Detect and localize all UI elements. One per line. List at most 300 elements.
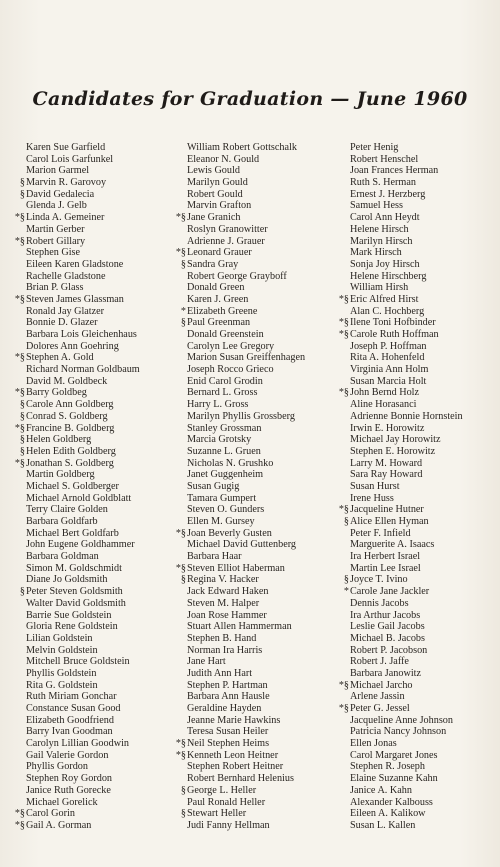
candidate-name-text: Barbara Goldfarb bbox=[26, 516, 98, 527]
names-column-2 bbox=[173, 142, 305, 832]
candidate-name bbox=[12, 317, 140, 329]
candidate-name-text: Mitchell Bruce Goldstein bbox=[26, 656, 130, 668]
candidate-name-text: Mark Hirsch bbox=[350, 247, 402, 259]
candidate-name-text: Joseph Rocco Grieco bbox=[187, 364, 274, 376]
honor-marker: *§ bbox=[175, 247, 186, 259]
candidate-name-text: Enid Carol Grodin bbox=[187, 375, 263, 387]
candidate-name-text: Eleanor N. Gould bbox=[187, 153, 260, 165]
candidate-name-text: Adrienne Bonnie Hornstein bbox=[350, 410, 463, 422]
candidate-name bbox=[12, 715, 140, 727]
names-column-3 bbox=[336, 142, 463, 832]
candidate-name bbox=[336, 785, 463, 797]
candidate-name-text: Stephen Roy Gordon bbox=[26, 773, 113, 785]
candidate-name bbox=[336, 306, 463, 318]
candidate-name-text: Donald Green bbox=[187, 282, 245, 294]
candidate-name bbox=[336, 247, 463, 259]
candidate-name-text: Stephen P. Hartman bbox=[187, 679, 268, 691]
candidate-name bbox=[336, 715, 463, 727]
candidate-name-text: Carol Lois Garfunkel bbox=[26, 153, 114, 165]
candidate-name bbox=[12, 574, 140, 586]
candidate-name-text: Carole Ann Goldberg bbox=[26, 399, 114, 411]
honor-marker: *§ bbox=[338, 387, 349, 399]
candidate-name bbox=[12, 808, 140, 820]
candidate-name-text: Conrad S. Goldberg bbox=[26, 410, 108, 422]
candidate-name-text: Dennis Jacobs bbox=[350, 597, 409, 609]
honor-marker: *§ bbox=[14, 808, 25, 820]
candidate-name bbox=[173, 481, 305, 493]
candidate-name-text: Robert Gillary bbox=[26, 235, 86, 247]
candidate-name-text: Elizabeth Greene bbox=[187, 305, 258, 317]
candidate-name bbox=[173, 282, 305, 294]
candidate-name-text: Carol Gorin bbox=[26, 808, 75, 820]
candidate-name bbox=[173, 200, 305, 212]
candidate-name bbox=[12, 423, 140, 435]
candidate-name bbox=[336, 610, 463, 622]
candidate-name-text: Carole Jane Jackler bbox=[350, 586, 430, 598]
candidate-name-text: Marguerite A. Isaacs bbox=[350, 539, 435, 551]
honor-marker: *§ bbox=[14, 422, 25, 434]
candidate-name bbox=[173, 761, 305, 773]
candidate-name-text: Norman Ira Harris bbox=[187, 644, 263, 656]
candidate-name-text: Judi Fanny Hellman bbox=[187, 819, 270, 831]
candidate-name bbox=[12, 726, 140, 738]
candidate-name bbox=[173, 364, 305, 376]
candidate-name-text: Stewart Heller bbox=[187, 808, 247, 820]
candidate-name-text: Leonard Grauer bbox=[187, 247, 252, 259]
candidate-name-text: Phyllis Goldstein bbox=[26, 667, 97, 679]
candidate-name-text: Marcia Grotsky bbox=[187, 434, 252, 446]
candidate-name bbox=[12, 469, 140, 481]
honor-marker: *§ bbox=[338, 317, 349, 329]
candidate-name-text: Steven M. Halper bbox=[187, 597, 260, 609]
candidate-name bbox=[173, 469, 305, 481]
candidate-name-text: Barbara Haar bbox=[187, 551, 242, 563]
candidate-name bbox=[12, 656, 140, 668]
candidate-name bbox=[173, 399, 305, 411]
candidate-name bbox=[336, 259, 463, 271]
candidate-name-text: Peter G. Jessel bbox=[350, 703, 410, 714]
candidate-name-text: Stephen Robert Heitner bbox=[187, 761, 284, 773]
candidate-name bbox=[12, 341, 140, 353]
candidate-name bbox=[12, 761, 140, 773]
candidate-name bbox=[336, 493, 463, 505]
honor-marker: § bbox=[19, 399, 25, 411]
candidate-name bbox=[173, 738, 305, 750]
candidate-name bbox=[173, 680, 305, 692]
honor-marker: *§ bbox=[175, 749, 186, 761]
candidate-name-text: Stephen B. Hand bbox=[187, 632, 257, 644]
candidate-name-text: Helen Goldberg bbox=[26, 434, 92, 446]
candidate-name bbox=[173, 633, 305, 645]
candidate-name bbox=[12, 177, 140, 189]
candidate-name bbox=[12, 668, 140, 680]
honor-marker: § bbox=[19, 410, 25, 422]
candidate-name-text: Helen Edith Goldberg bbox=[26, 445, 116, 457]
honor-marker: *§ bbox=[14, 235, 25, 247]
candidate-name bbox=[12, 282, 140, 294]
candidate-name-text: Stephen Gise bbox=[26, 247, 81, 259]
candidate-name bbox=[12, 259, 140, 271]
candidate-name-text: Peter Henig bbox=[350, 142, 399, 153]
candidate-name-text: Sonja Joy Hirsch bbox=[350, 258, 420, 270]
candidate-name bbox=[173, 236, 305, 248]
candidate-name bbox=[12, 773, 140, 785]
candidate-name bbox=[12, 504, 140, 516]
honor-marker: § bbox=[180, 317, 186, 329]
candidate-name-text: Sara Ray Howard bbox=[350, 469, 423, 481]
candidate-name-text: Lewis Gould bbox=[187, 165, 240, 177]
candidate-name-text: Dolores Ann Goehring bbox=[26, 340, 119, 352]
honor-marker: *§ bbox=[14, 457, 25, 469]
candidate-name bbox=[12, 785, 140, 797]
candidate-name-text: Virginia Ann Holm bbox=[350, 364, 429, 376]
candidate-name bbox=[336, 738, 463, 750]
candidate-name-text: Samuel Hess bbox=[350, 200, 403, 212]
candidate-name bbox=[336, 726, 463, 738]
candidate-name bbox=[12, 610, 140, 622]
candidate-name-text: William Hirsh bbox=[350, 282, 409, 294]
candidate-name bbox=[173, 516, 305, 528]
honor-marker: § bbox=[180, 808, 186, 820]
candidate-name bbox=[12, 165, 140, 177]
candidate-name-text: Martin Goldberg bbox=[26, 469, 95, 481]
candidate-name-text: Adrienne J. Grauer bbox=[187, 235, 265, 247]
candidate-name-text: Carolyn Lee Gregory bbox=[187, 340, 275, 352]
candidate-name bbox=[12, 645, 140, 657]
candidate-name bbox=[336, 469, 463, 481]
candidate-name bbox=[173, 446, 305, 458]
candidate-name-text: Eileen Karen Gladstone bbox=[26, 258, 124, 270]
candidate-name-text: Karen Sue Garfield bbox=[26, 142, 106, 153]
honor-marker: *§ bbox=[338, 679, 349, 691]
candidate-name bbox=[173, 668, 305, 680]
candidate-name-text: Ellen M. Gursey bbox=[187, 516, 255, 527]
candidate-name bbox=[336, 586, 463, 598]
candidate-name-text: Joan Rose Hammer bbox=[187, 609, 267, 621]
candidate-name-text: Ellen Jonas bbox=[350, 738, 397, 750]
candidate-name bbox=[336, 212, 463, 224]
honor-marker: * bbox=[343, 586, 349, 598]
candidate-name-text: Marilyn Gould bbox=[187, 177, 248, 189]
candidate-name-text: Helene Hirschberg bbox=[350, 270, 427, 282]
candidate-name-text: Helene Hirsch bbox=[350, 223, 409, 235]
candidate-name-text: Linda A. Gemeiner bbox=[26, 212, 105, 224]
candidate-name-text: Barbara Lois Gleichenhaus bbox=[26, 329, 137, 340]
candidate-name bbox=[336, 434, 463, 446]
candidate-name-text: Robert Gould bbox=[187, 188, 243, 200]
candidate-name-text: Bernard L. Gross bbox=[187, 387, 258, 399]
honor-marker: § bbox=[343, 516, 349, 527]
candidate-name-text: Joan Beverly Gusten bbox=[187, 527, 272, 539]
candidate-name bbox=[336, 598, 463, 610]
candidate-name-text: Barry Ivan Goodman bbox=[26, 726, 113, 738]
candidate-name-text: Steven Elliot Haberman bbox=[187, 562, 285, 574]
honor-marker: *§ bbox=[14, 819, 25, 831]
honor-marker: § bbox=[19, 445, 25, 457]
candidate-name bbox=[173, 247, 305, 259]
candidate-name-text: Jeanne Marie Hawkins bbox=[187, 714, 281, 726]
candidate-name-text: Marion Susan Greiffenhagen bbox=[187, 352, 306, 364]
candidate-name-text: Joan Frances Herman bbox=[350, 165, 439, 177]
candidate-name-text: Kenneth Leon Heitner bbox=[187, 749, 279, 761]
candidate-name-text: Alice Ellen Hyman bbox=[350, 516, 429, 527]
candidate-name bbox=[12, 200, 140, 212]
candidate-name bbox=[336, 691, 463, 703]
candidate-name-text: Nicholas N. Grushko bbox=[187, 457, 274, 469]
honor-marker: *§ bbox=[175, 527, 186, 539]
candidate-name-text: Marion Garmel bbox=[26, 165, 90, 177]
candidate-name-text: Michael Jay Horowitz bbox=[350, 434, 441, 446]
candidate-name-text: Barry Goldbeg bbox=[26, 387, 87, 399]
candidate-name bbox=[173, 551, 305, 563]
candidate-name-text: Karen J. Green bbox=[187, 293, 249, 305]
candidate-name bbox=[336, 539, 463, 551]
candidate-name bbox=[336, 236, 463, 248]
candidate-name-text: Ruth Miriam Gonchar bbox=[26, 691, 117, 703]
candidate-name-text: Rita A. Hohenfeld bbox=[350, 352, 425, 364]
honor-marker: * bbox=[180, 305, 186, 317]
candidate-name-text: Michael Gorelick bbox=[26, 796, 98, 808]
candidate-name bbox=[12, 154, 140, 166]
candidate-name-text: Neil Stephen Heims bbox=[187, 738, 270, 750]
candidate-name bbox=[336, 458, 463, 470]
candidate-name bbox=[173, 539, 305, 551]
candidate-name bbox=[173, 317, 305, 329]
candidate-name bbox=[12, 703, 140, 715]
candidate-name bbox=[12, 329, 140, 341]
candidate-name-text: Paul Ronald Heller bbox=[187, 796, 266, 808]
candidate-name-text: Arlene Jassin bbox=[350, 691, 405, 703]
candidate-name bbox=[336, 282, 463, 294]
candidate-name-text: David Gedalecia bbox=[26, 188, 95, 200]
candidate-name bbox=[173, 563, 305, 575]
candidate-name bbox=[12, 271, 140, 283]
candidate-name bbox=[336, 177, 463, 189]
candidate-name-text: Eileen A. Kalikow bbox=[350, 808, 426, 820]
candidate-name-text: David M. Goldbeck bbox=[26, 375, 108, 387]
candidate-name-text: Stuart Allen Hammerman bbox=[187, 621, 292, 633]
candidate-name-text: John Bernd Holz bbox=[350, 387, 420, 399]
candidate-name-text: Sandra Gray bbox=[187, 258, 239, 270]
candidate-name bbox=[173, 271, 305, 283]
candidate-name-text: Brian P. Glass bbox=[26, 282, 84, 294]
candidate-name bbox=[12, 411, 140, 423]
candidate-name-text: Steven O. Gunders bbox=[187, 504, 265, 516]
candidate-name-text: Carol Ann Heydt bbox=[350, 212, 420, 224]
candidate-name bbox=[336, 352, 463, 364]
candidate-name-text: Glenda J. Gelb bbox=[26, 200, 87, 212]
candidate-name-text: Elizabeth Goodfriend bbox=[26, 714, 114, 726]
candidate-name-text: George L. Heller bbox=[187, 784, 257, 796]
candidate-name bbox=[336, 528, 463, 540]
candidate-name-text: Carol Margaret Jones bbox=[350, 749, 438, 761]
honor-marker: § bbox=[343, 574, 349, 586]
candidate-name bbox=[12, 750, 140, 762]
honor-marker: *§ bbox=[14, 212, 25, 224]
candidate-name-text: Carole Ruth Hoffman bbox=[350, 329, 439, 340]
candidate-name bbox=[336, 200, 463, 212]
candidate-name bbox=[12, 598, 140, 610]
candidate-name bbox=[336, 446, 463, 458]
honor-marker: *§ bbox=[338, 703, 349, 714]
candidate-name-text: Ira Herbert Israel bbox=[350, 551, 421, 563]
candidate-name-text: Constance Susan Good bbox=[26, 703, 121, 714]
candidate-name-text: Paul Greenman bbox=[187, 317, 251, 329]
candidate-name bbox=[12, 493, 140, 505]
candidate-name bbox=[12, 224, 140, 236]
candidate-name-text: Rachelle Gladstone bbox=[26, 270, 106, 282]
candidate-name-text: Marvin Grafton bbox=[187, 200, 252, 212]
candidate-name bbox=[173, 703, 305, 715]
candidate-name-text: Ira Arthur Jacobs bbox=[350, 609, 421, 621]
candidate-name-text: Barbara Ann Hausle bbox=[187, 691, 270, 703]
candidate-name bbox=[173, 504, 305, 516]
candidate-name bbox=[12, 376, 140, 388]
candidate-name-text: Lilian Goldstein bbox=[26, 632, 93, 644]
honor-marker: § bbox=[19, 188, 25, 200]
candidate-name bbox=[336, 574, 463, 586]
candidate-name bbox=[336, 703, 463, 715]
candidate-name-text: Harry L. Gross bbox=[187, 399, 249, 411]
candidate-name-text: Susan Gugig bbox=[187, 480, 240, 492]
candidate-name-text: Marvin R. Garovoy bbox=[26, 177, 107, 189]
candidate-name bbox=[336, 165, 463, 177]
names-column-1 bbox=[12, 142, 140, 832]
candidate-name bbox=[173, 645, 305, 657]
honor-marker: *§ bbox=[338, 329, 349, 340]
candidate-name-text: Janice A. Kahn bbox=[350, 784, 412, 796]
candidate-name bbox=[173, 598, 305, 610]
candidate-name bbox=[173, 610, 305, 622]
candidate-name bbox=[12, 738, 140, 750]
candidate-name-text: Irwin E. Horowitz bbox=[350, 422, 425, 434]
candidate-name-text: Tamara Gumpert bbox=[187, 492, 257, 504]
candidate-name-text: Marilyn Phyllis Grossberg bbox=[187, 410, 295, 422]
candidate-name-text: Susan Marcia Holt bbox=[350, 375, 427, 387]
candidate-name-text: Aline Horasanci bbox=[350, 399, 417, 411]
candidate-name-text: Marilyn Hirsch bbox=[350, 235, 413, 247]
candidate-name-text: Martin Lee Israel bbox=[350, 562, 421, 574]
candidate-name bbox=[336, 797, 463, 809]
candidate-name-text: Stanley Grossman bbox=[187, 422, 262, 434]
candidate-name bbox=[336, 621, 463, 633]
honor-marker: § bbox=[19, 586, 25, 598]
candidate-name bbox=[173, 691, 305, 703]
candidate-name-text: Jack Edward Haken bbox=[187, 586, 269, 598]
candidate-name-text: Terry Claire Golden bbox=[26, 504, 108, 516]
candidate-name bbox=[173, 224, 305, 236]
candidate-name bbox=[336, 645, 463, 657]
candidate-name-text: Susan Hurst bbox=[350, 480, 400, 492]
candidate-name-text: Joseph P. Hoffman bbox=[350, 340, 427, 352]
candidate-name bbox=[12, 247, 140, 259]
candidate-name bbox=[173, 142, 305, 154]
candidate-name bbox=[336, 189, 463, 201]
candidate-name-text: Donald Greenstein bbox=[187, 329, 264, 340]
candidate-name-text: Barbara Goldman bbox=[26, 551, 99, 563]
candidate-name bbox=[173, 785, 305, 797]
candidate-name bbox=[173, 352, 305, 364]
candidate-name-text: Jonathan S. Goldberg bbox=[26, 457, 114, 469]
candidate-name bbox=[173, 376, 305, 388]
candidate-name-text: Elaine Suzanne Kahn bbox=[350, 773, 438, 785]
candidate-name bbox=[173, 387, 305, 399]
candidate-name bbox=[336, 750, 463, 762]
candidate-name bbox=[173, 411, 305, 423]
candidate-name-text: Joyce T. Ivino bbox=[350, 574, 408, 586]
candidate-name-text: Gloria Rene Goldstein bbox=[26, 621, 118, 633]
candidate-name bbox=[12, 551, 140, 563]
candidate-name-text: Alan C. Hochberg bbox=[350, 305, 425, 317]
candidate-name bbox=[12, 399, 140, 411]
candidate-name-text: Eric Alfred Hirst bbox=[350, 293, 419, 305]
candidate-name bbox=[336, 364, 463, 376]
candidate-name-text: Walter David Goldsmith bbox=[26, 597, 126, 609]
candidate-name-text: Melvin Goldstein bbox=[26, 644, 98, 656]
candidate-name bbox=[336, 411, 463, 423]
candidate-name bbox=[12, 212, 140, 224]
candidate-name-text: Ilene Toni Hofbinder bbox=[350, 317, 436, 329]
candidate-name-text: Robert George Grayboff bbox=[187, 270, 287, 282]
candidate-name bbox=[173, 154, 305, 166]
candidate-name-text: Janet Guggenheim bbox=[187, 469, 264, 481]
candidate-name bbox=[336, 376, 463, 388]
candidate-name-text: Robert Henschel bbox=[350, 153, 419, 165]
candidate-name bbox=[12, 306, 140, 318]
candidate-name bbox=[173, 306, 305, 318]
candidate-name bbox=[336, 387, 463, 399]
candidate-name-text: Richard Norman Goldbaum bbox=[26, 364, 140, 376]
candidate-name bbox=[173, 750, 305, 762]
candidate-name bbox=[12, 586, 140, 598]
honor-marker: *§ bbox=[14, 352, 25, 364]
candidate-name bbox=[12, 621, 140, 633]
candidate-name bbox=[336, 656, 463, 668]
candidate-name bbox=[173, 259, 305, 271]
honor-marker: *§ bbox=[14, 387, 25, 399]
candidate-name bbox=[12, 481, 140, 493]
honor-marker: § bbox=[19, 177, 25, 189]
candidate-name bbox=[12, 633, 140, 645]
candidate-name bbox=[336, 504, 463, 516]
candidate-name-text: Judith Ann Hart bbox=[187, 667, 253, 679]
candidate-name bbox=[12, 563, 140, 575]
candidate-name-text: Phyllis Gordon bbox=[26, 761, 88, 773]
candidate-name bbox=[173, 621, 305, 633]
candidate-name-text: Ernest J. Herzberg bbox=[350, 188, 426, 200]
candidate-name-text: Suzanne L. Gruen bbox=[187, 445, 261, 457]
candidate-name-text: Michael B. Jacobs bbox=[350, 632, 425, 644]
candidate-name bbox=[173, 165, 305, 177]
candidate-name-text: Regina V. Hacker bbox=[187, 574, 259, 586]
candidate-name bbox=[336, 224, 463, 236]
candidate-name bbox=[12, 352, 140, 364]
honor-marker: § bbox=[180, 784, 186, 796]
candidate-name bbox=[173, 212, 305, 224]
candidate-name bbox=[336, 399, 463, 411]
candidate-name-text: Susan L. Kallen bbox=[350, 819, 416, 831]
candidate-name-text: Patricia Nancy Johnson bbox=[350, 726, 447, 738]
candidate-name-text: Roslyn Granowitter bbox=[187, 223, 268, 235]
candidate-name-text: Teresa Susan Heiler bbox=[187, 726, 269, 738]
candidate-name-text: Barrie Sue Goldstein bbox=[26, 609, 112, 621]
candidate-name bbox=[173, 726, 305, 738]
candidate-name-text: Robert J. Jaffe bbox=[350, 656, 409, 668]
candidate-name bbox=[173, 329, 305, 341]
candidate-name bbox=[12, 820, 140, 832]
candidate-name bbox=[336, 271, 463, 283]
candidate-name-text: Michael S. Goldberger bbox=[26, 480, 119, 492]
